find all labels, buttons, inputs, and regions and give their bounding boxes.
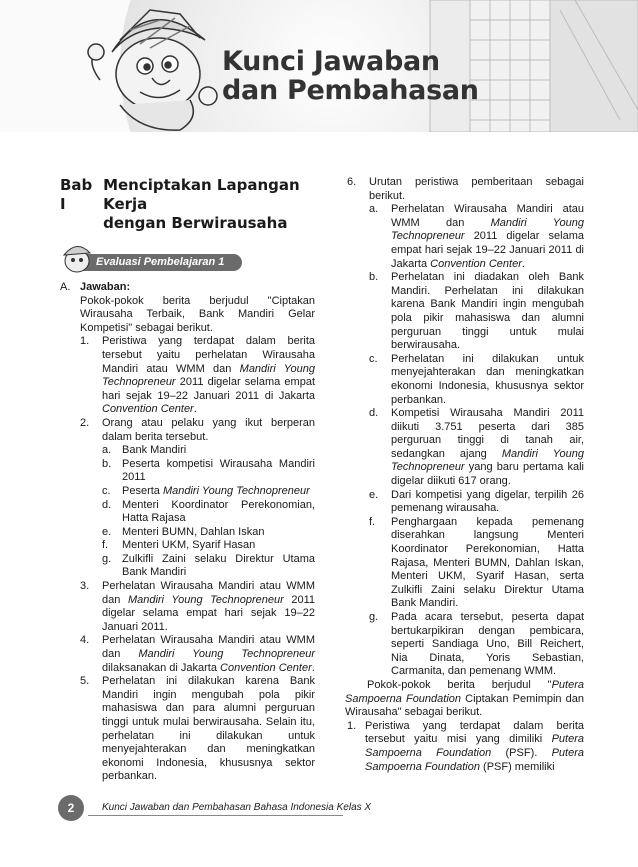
list-item-3 (60, 580, 315, 634)
section-a-body (80, 281, 315, 295)
sub-label: d. (369, 407, 379, 420)
text-part: Peristiwa yang terdapat dalam berita tersebut yaitu perhelatan Wirausaha Mandiri atau WMM dan (102, 335, 315, 375)
text-italic: Convention Center (102, 403, 194, 416)
text-part: Perhelatan Wirausaha Mandiri atau WMM dan (391, 203, 584, 229)
list-item-text (102, 580, 315, 634)
text-italic: Mandiri Young Technopreneur (127, 593, 284, 606)
sub-item-c (369, 353, 584, 407)
sub-label: f. (102, 539, 109, 552)
list-item-6 (347, 176, 584, 679)
list-item-number: 3. (80, 580, 90, 593)
text-part: Perhelatan Wirausaha Mandiri atau WMM dan (102, 634, 315, 661)
badge-label: Evaluasi Pembelajaran 1 (96, 256, 225, 268)
text-part: (PSF) memiliki (479, 760, 555, 773)
list-item-1 (60, 335, 315, 417)
section-a-intro: Pokok-pokok berita berjudul "Ciptakan Wirausaha Terbaik, Bank Mandiri Gelar Kompetisi" sebagai berikut. (80, 294, 315, 334)
sub-item-a (102, 444, 315, 458)
sub-text: Pada acara tersebut, peserta dapat bertukarpikiran dengan pembicara, seperti Sandiaga Uno, Bill Reichert, Nia Dinata, Yoris Sebastian, Carmanita, dan pemenang WMM. (391, 611, 584, 678)
sub-item-e (369, 489, 584, 516)
page-title (222, 47, 479, 105)
list-item-number: 2. (80, 416, 90, 429)
text-italic: Putera Sampoerna Foundation (365, 733, 584, 759)
sub-text (122, 485, 315, 499)
text-italic: Convention Center (430, 257, 522, 270)
sub-text: Dari kompetisi yang digelar, terpilih 26 pemenang wirausaha. (391, 488, 584, 515)
sub-text (391, 407, 584, 489)
sub-text: Penghargaan kepada pemenang diserahkan langsung Menteri Koordinator Perekonomian, Hatta Rajasa, Menteri BUMN, Dahlan Iskan, Menteri UKM, Syarif Hasan, serta Zulkifli Zaini selaku Direktur Utama Bank Mandiri. (391, 515, 584, 610)
sub-item-b (369, 271, 584, 353)
page-footer (58, 795, 372, 825)
sub-label: c. (369, 352, 378, 365)
sub-item-f (102, 539, 315, 553)
section-a-label: A. (60, 281, 71, 293)
text-part: dilaksanakan di Jakarta (102, 661, 221, 674)
list-item-text: Perhelatan ini dilakukan karena Bank Mandiri ingin mengubah pola pikir mahasiswa dan para alumni perguruan tinggi untuk mulai berwirausaha. Selain itu, perhelatan ini dilakukan untuk menyejahterakan dan meningkatkan ekonomi Indonesia, khususnya sektor perbankan. (102, 675, 315, 783)
evaluation-badge (60, 247, 315, 275)
text-part: Pokok-pokok berita berjudul " (367, 678, 552, 691)
header-banner (0, 0, 638, 132)
list-item-number: 6. (347, 176, 357, 188)
sub-text: Zulkifli Zaini selaku Direktur Utama Bank Mandiri (122, 552, 315, 579)
text-part: . (521, 257, 525, 270)
title-line-1: Kunci Jawaban (222, 46, 440, 77)
text-part: . (193, 403, 197, 416)
sub-text: Peserta kompetisi Wirausaha Mandiri 2011 (122, 457, 315, 484)
list-item-4 (60, 634, 315, 675)
footer-divider (88, 815, 343, 816)
list-item-intro: Urutan peristiwa pemberitaan sebagai berikut. (369, 176, 584, 202)
text-italic: Mandiri Young Technopreneur (102, 362, 316, 389)
chapter-heading (60, 176, 315, 233)
list-item-number: 1. (80, 335, 90, 348)
text-part: Peserta (122, 484, 163, 497)
sub-label: g. (369, 611, 379, 623)
list-item-number: 1. (347, 719, 357, 732)
sub-item-d (102, 499, 315, 526)
text-part: 2011 digelar selama empat hari sejak 19–22 Januari 2011. (102, 593, 315, 633)
chapter-title (103, 176, 315, 233)
text-italic: Putera Sampoerna Foundation (345, 678, 584, 705)
list-item-text (365, 720, 584, 774)
sub-item-b (102, 458, 315, 485)
section-a (60, 281, 315, 295)
sub-label: e. (369, 488, 379, 501)
sub-label: c. (102, 484, 111, 497)
list-item-intro: Orang atau pelaku yang ikut berperan dalam berita tersebut. (102, 416, 315, 443)
list-item-text (102, 335, 315, 417)
text-italic: Mandiri Young Technopreneur (138, 648, 315, 661)
text-part: Kompetisi Wirausaha Mandiri 2011 diikuti 3.751 peserta dari 385 perguruan tinggi di tanah air, sedangkan ajang (391, 407, 584, 460)
sub-label: b. (102, 457, 112, 470)
sub-text: Perhelatan ini diadakan oleh Bank Mandiri. Perhelatan ini dilakukan karena Bank Mandiri ingin mengubah pola pikir mahasiswa dan alumni perguruan tinggi untuk mulai berwirausaha. (391, 271, 584, 352)
list-item-text (102, 417, 315, 580)
list-item-text (369, 176, 584, 679)
list-item-2 (60, 417, 315, 580)
right-column (347, 176, 584, 774)
list-item-text (102, 634, 315, 675)
text-part: yang baru pertama kali digelar diikuti 617 orang. (391, 461, 584, 488)
sub-text: Menteri UKM, Syarif Hasan (122, 539, 256, 552)
sub-item-e (102, 526, 315, 540)
list-item-5 (60, 675, 315, 784)
sub-text: Menteri BUMN, Dahlan Iskan (122, 525, 265, 538)
sub-label: b. (369, 271, 379, 284)
sub-label: g. (102, 552, 112, 565)
sub-text (391, 203, 584, 271)
sub-item-g (369, 611, 584, 679)
sub-item-c (102, 485, 315, 499)
sub-text: Menteri Koordinator Perekonomian, Hatta Rajasa (122, 498, 315, 525)
sub-item-a (369, 203, 584, 271)
text-part: 2011 digelar selama empat hari sejak 19–22 Januari 2011 di Jakarta (391, 230, 584, 270)
text-italic: Mandiri Young Technopreneur (391, 216, 584, 243)
sub-item-g (102, 553, 315, 580)
chapter-title-line-1: Menciptakan Lapangan Kerja (103, 176, 300, 213)
chapter-number: Bab I (60, 176, 93, 213)
sub-text: Bank Mandiri (122, 444, 187, 457)
text-part: (PSF). (491, 746, 552, 759)
sub-label: a. (102, 444, 112, 457)
text-italic: Convention Center (220, 661, 312, 674)
sub-item-d (369, 407, 584, 489)
text-italic: Mandiri Young Technopreneur (391, 447, 585, 474)
text-part: Ciptakan Pemimpin dan Wirausaha" sebagai berikut. (345, 692, 584, 719)
text-part: 2011 digelar selama empat hari sejak 19–22 Januari 2011 di Jakarta (102, 376, 315, 402)
text-part: . (311, 661, 315, 674)
sub-item-f (369, 516, 584, 611)
sub-label: f. (369, 515, 376, 528)
list-item-number: 4. (80, 634, 90, 647)
text-part: Peristiwa yang terdapat dalam berita tersebut yaitu misi yang dimiliki (365, 719, 584, 746)
text-italic: Mandiri Young Technopreneur (162, 484, 310, 497)
left-column (60, 176, 315, 784)
mascot-icon (60, 241, 94, 275)
sub-text: Perhelatan ini dilakukan untuk menyejahterakan dan meningkatkan ekonomi Indonesia, khususnya sektor perbankan. (391, 352, 584, 406)
chapter-title-line-2: dengan Berwirausaha (103, 214, 288, 232)
sub-label: e. (102, 525, 112, 538)
page-number: 2 (58, 795, 84, 821)
list-item-number: 5. (80, 675, 90, 688)
section-a-title: Jawaban: (80, 281, 131, 293)
footer-text: Kunci Jawaban dan Pembahasan Bahasa Indonesia Kelas X (102, 802, 372, 813)
paragraph-psf (345, 679, 584, 720)
sub-label: d. (102, 498, 112, 511)
sub-label: a. (369, 203, 379, 216)
title-line-2: dan Pembahasan (222, 75, 479, 106)
text-part: Perhelatan Wirausaha Mandiri atau WMM dan (102, 580, 315, 606)
list-item-1b (347, 720, 584, 774)
text-italic: Putera Sampoerna Foundation (365, 746, 585, 773)
